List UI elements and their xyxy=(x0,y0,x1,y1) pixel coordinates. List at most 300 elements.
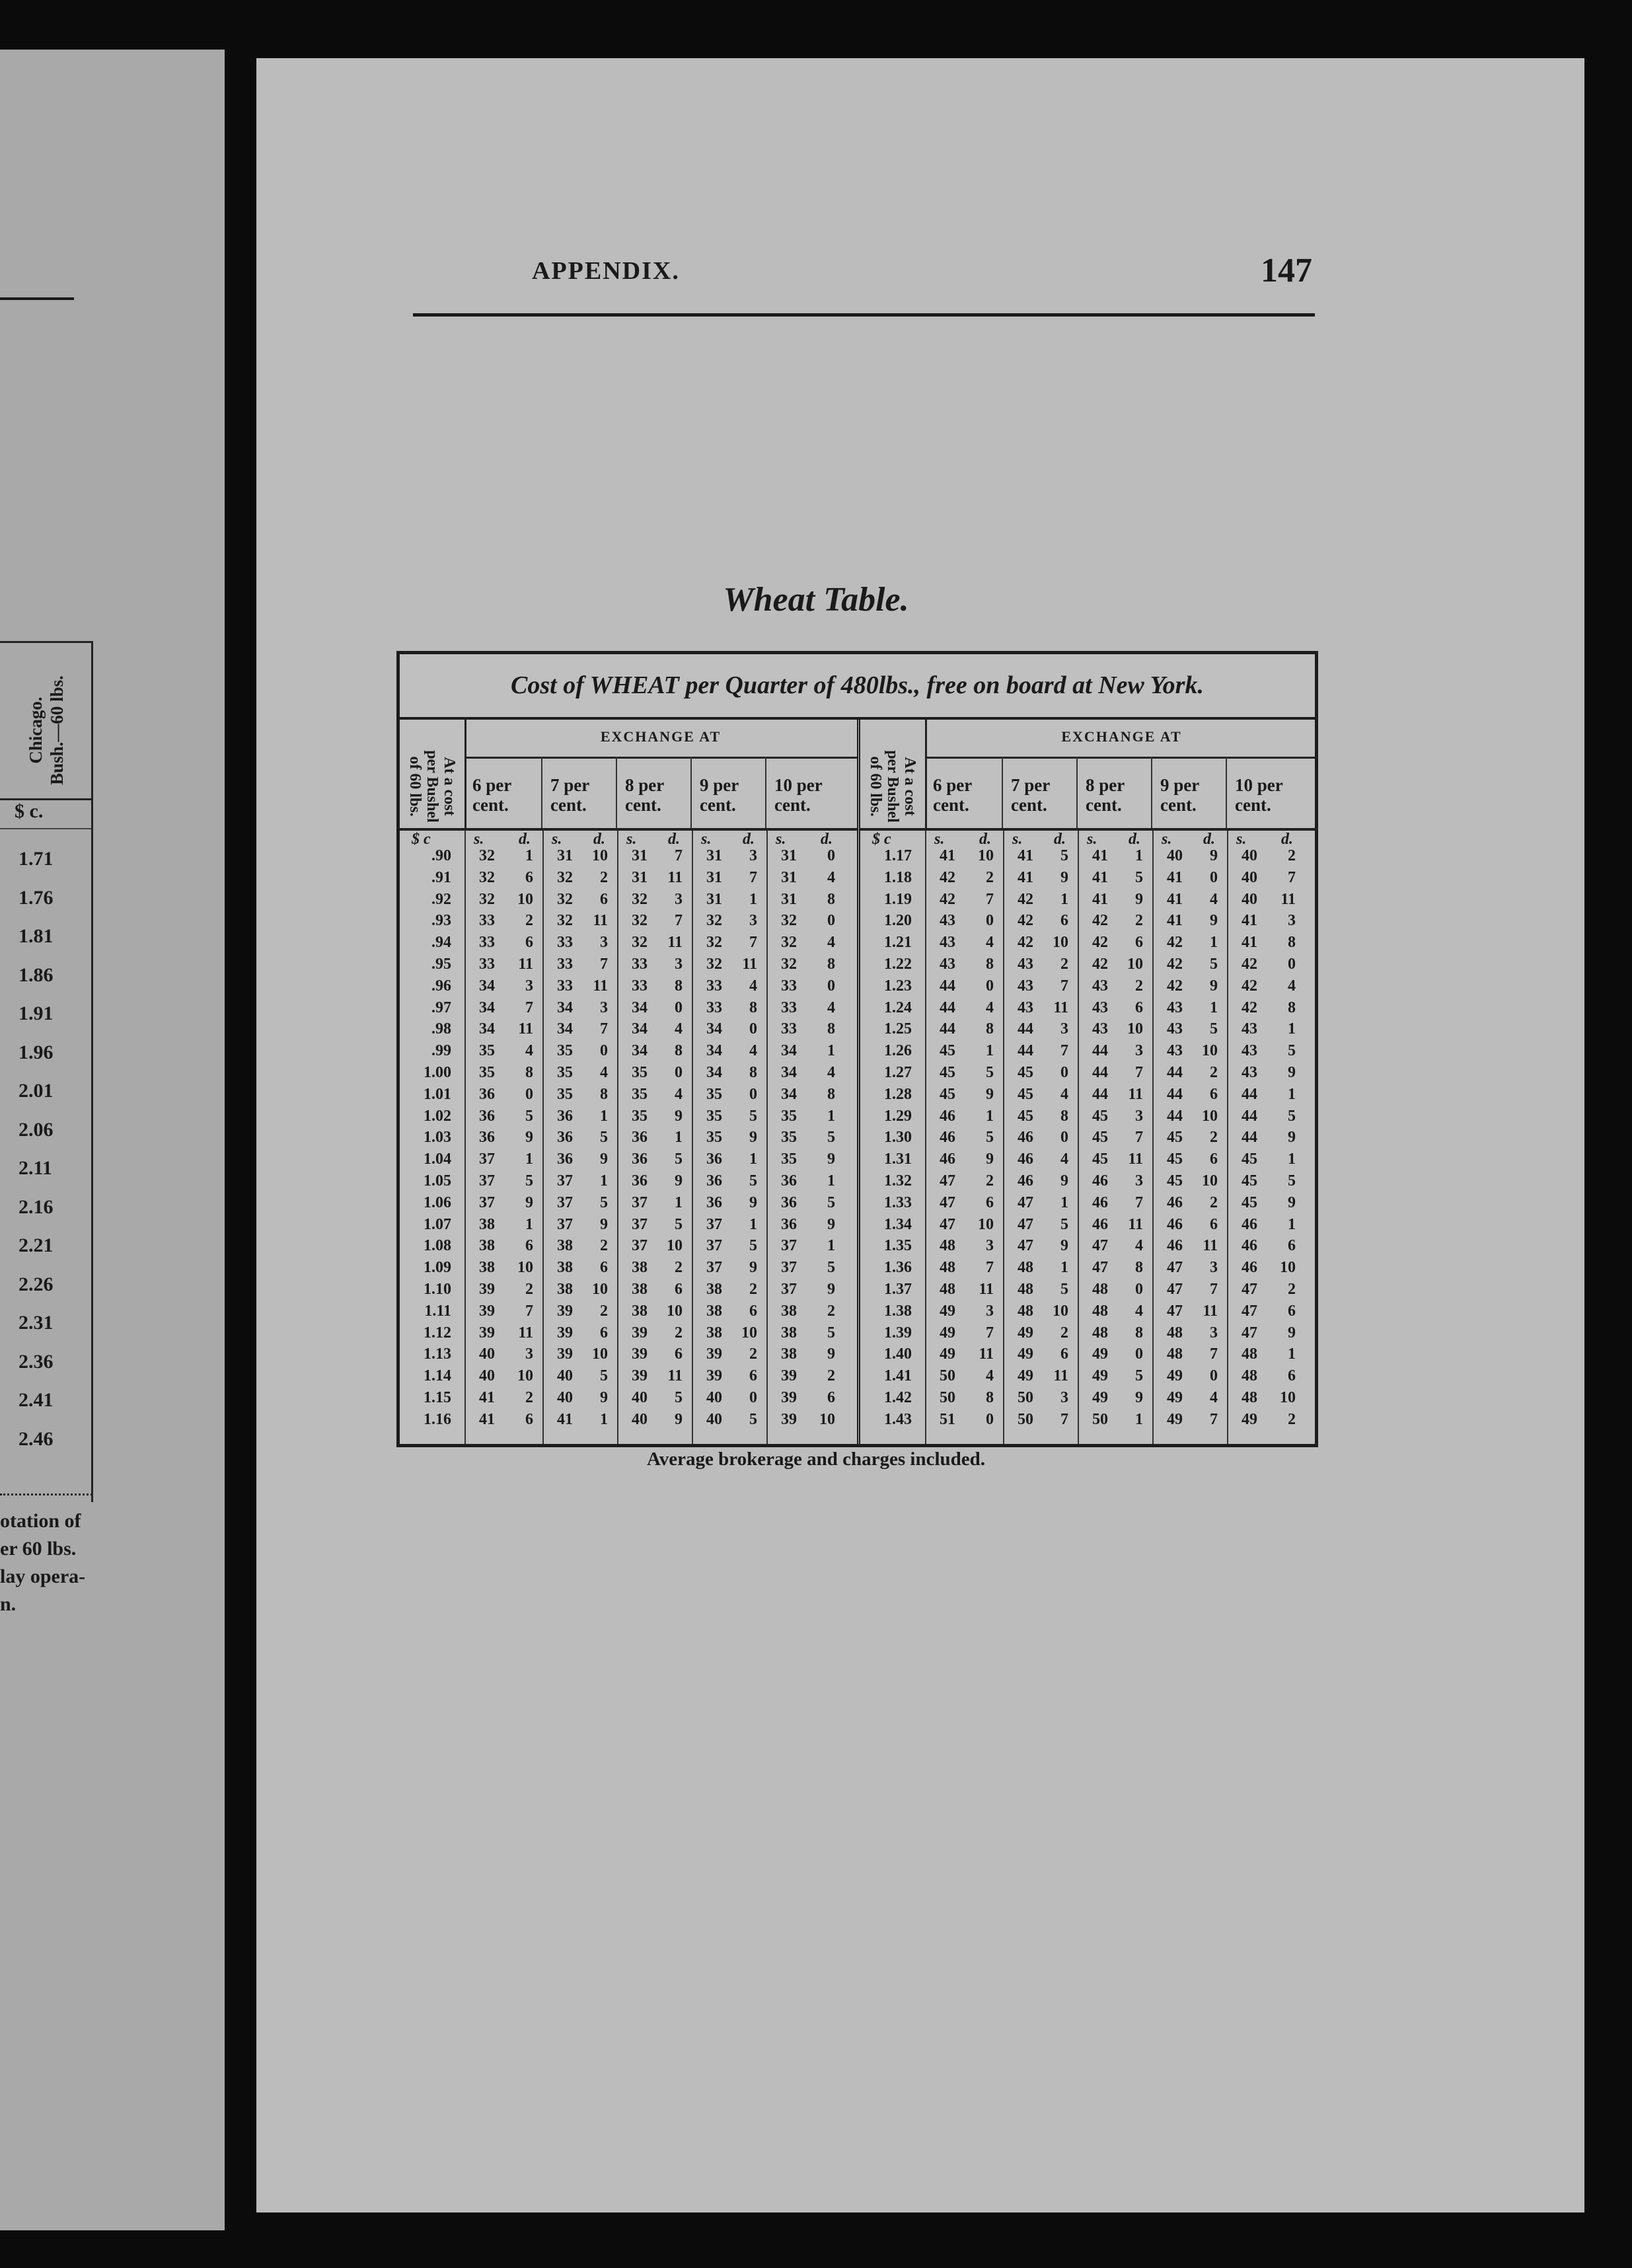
pence-value: 10 xyxy=(819,1410,835,1428)
exchange-header: EXCHANGE AT xyxy=(464,717,857,759)
cost-value: .93 xyxy=(431,912,451,930)
pence-value: 2 xyxy=(749,1345,757,1363)
shillings-value: 40 xyxy=(706,1389,722,1406)
pence-value: 7 xyxy=(1288,868,1296,886)
shillings-value: 41 xyxy=(1018,847,1033,864)
shillings-value: 36 xyxy=(557,1151,573,1168)
pence-unit: d. xyxy=(519,831,531,848)
pence-value: 7 xyxy=(1210,1345,1218,1363)
pence-value: 2 xyxy=(675,1259,683,1277)
shillings-value: 44 xyxy=(940,999,955,1016)
shillings-value: 49 xyxy=(1167,1367,1183,1385)
pence-value: 9 xyxy=(749,1193,757,1211)
shillings-value: 50 xyxy=(1018,1389,1033,1406)
pence-value: 0 xyxy=(1210,868,1218,886)
pence-value: 10 xyxy=(1202,1042,1218,1060)
shillings-value: 39 xyxy=(781,1410,797,1428)
rate-header-line: 8 per xyxy=(1086,775,1125,795)
shillings-value: 50 xyxy=(1092,1410,1108,1428)
pence-value: 1 xyxy=(1288,1151,1296,1168)
left-page-value: 1.91 xyxy=(19,1002,54,1024)
pence-value: 2 xyxy=(1288,1281,1296,1298)
shillings-value: 48 xyxy=(940,1281,955,1298)
table-row xyxy=(400,1215,857,1233)
shillings-value: 48 xyxy=(1018,1259,1033,1277)
shillings-value: 38 xyxy=(706,1281,722,1298)
cost-value: 1.04 xyxy=(424,1151,451,1168)
shillings-value: 33 xyxy=(706,977,722,995)
cost-value: 1.24 xyxy=(884,999,912,1016)
pence-value: 1 xyxy=(600,1172,608,1190)
left-page-value: 1.71 xyxy=(19,848,54,870)
pence-value: 7 xyxy=(1210,1281,1218,1298)
shillings-value: 44 xyxy=(1167,1107,1183,1125)
shillings-value: 43 xyxy=(1242,1042,1257,1060)
shillings-value: 33 xyxy=(706,999,722,1016)
shillings-unit: s. xyxy=(626,831,637,848)
left-page-value: 2.41 xyxy=(19,1389,54,1411)
pence-value: 0 xyxy=(749,1085,757,1103)
pence-value: 7 xyxy=(600,956,608,973)
cost-value: 1.42 xyxy=(884,1389,912,1406)
pence-value: 2 xyxy=(1060,956,1068,973)
shillings-value: 39 xyxy=(781,1389,797,1406)
shillings-value: 32 xyxy=(479,847,495,864)
pence-value: 4 xyxy=(675,1085,683,1103)
shillings-value: 39 xyxy=(479,1281,495,1298)
pence-value: 10 xyxy=(667,1302,683,1320)
shillings-value: 33 xyxy=(479,934,495,952)
table-row xyxy=(860,914,1318,928)
cost-value: 1.17 xyxy=(884,847,912,864)
pence-value: 9 xyxy=(827,1215,835,1233)
pence-value: 9 xyxy=(1060,1237,1068,1255)
pence-value: 6 xyxy=(525,1237,533,1255)
shillings-value: 32 xyxy=(557,868,573,886)
shillings-value: 42 xyxy=(1018,912,1033,930)
pence-value: 9 xyxy=(675,1172,683,1190)
pence-value: 10 xyxy=(1280,1259,1296,1277)
pence-value: 2 xyxy=(525,1389,533,1406)
shillings-value: 40 xyxy=(1167,847,1183,864)
pence-value: 11 xyxy=(979,1281,994,1298)
pence-value: 5 xyxy=(1060,1215,1068,1233)
pence-value: 11 xyxy=(593,977,608,995)
shillings-value: 47 xyxy=(940,1193,955,1211)
shillings-value: 46 xyxy=(1092,1215,1108,1233)
table-row xyxy=(400,890,857,908)
shillings-value: 45 xyxy=(940,1064,955,1081)
cost-value: 1.13 xyxy=(424,1345,451,1363)
table-row xyxy=(400,1066,857,1080)
shillings-value: 45 xyxy=(1092,1129,1108,1147)
pence-value: 1 xyxy=(1210,999,1218,1016)
shillings-value: 48 xyxy=(940,1259,955,1277)
shillings-value: 35 xyxy=(557,1064,573,1081)
pence-value: 11 xyxy=(518,1020,533,1038)
pence-unit: d. xyxy=(668,831,680,848)
shillings-value: 37 xyxy=(632,1237,648,1255)
shillings-unit: s. xyxy=(701,831,712,848)
pence-value: 6 xyxy=(600,890,608,908)
pence-value: 5 xyxy=(1288,1107,1296,1125)
rate-header-line: cent. xyxy=(472,795,509,815)
left-page-value: 2.46 xyxy=(19,1427,54,1450)
shillings-value: 43 xyxy=(1167,1020,1183,1038)
shillings-value: 45 xyxy=(1242,1151,1257,1168)
shillings-value: 36 xyxy=(632,1129,648,1147)
pence-value: 6 xyxy=(1210,1085,1218,1103)
pence-value: 8 xyxy=(1135,1324,1143,1342)
pence-value: 5 xyxy=(675,1151,683,1168)
pence-value: 11 xyxy=(742,956,757,973)
shillings-value: 47 xyxy=(940,1215,955,1233)
pence-value: 5 xyxy=(525,1172,533,1190)
table-row xyxy=(860,868,1318,886)
table-row xyxy=(860,979,1318,993)
shillings-value: 45 xyxy=(1018,1107,1033,1125)
pence-value: 9 xyxy=(1288,1064,1296,1081)
shillings-value: 39 xyxy=(479,1324,495,1342)
pence-value: 1 xyxy=(749,890,757,908)
pence-value: 5 xyxy=(675,1389,683,1406)
pence-value: 2 xyxy=(827,1367,835,1385)
cost-header-line: At a cost xyxy=(901,757,918,816)
left-page-footer-line: er 60 lbs. xyxy=(0,1538,77,1560)
shillings-value: 48 xyxy=(940,1237,955,1255)
pence-value: 11 xyxy=(1203,1302,1218,1320)
shillings-value: 36 xyxy=(632,1151,648,1168)
shillings-value: 33 xyxy=(557,956,573,973)
pence-value: 3 xyxy=(749,847,757,864)
shillings-value: 33 xyxy=(781,1020,797,1038)
pence-value: 2 xyxy=(1210,1193,1218,1211)
shillings-value: 45 xyxy=(1167,1129,1183,1147)
shillings-value: 34 xyxy=(479,999,495,1016)
shillings-value: 42 xyxy=(1092,934,1108,952)
shillings-value: 38 xyxy=(781,1345,797,1363)
table-row xyxy=(400,1107,857,1125)
shillings-value: 32 xyxy=(706,912,722,930)
cost-value: 1.21 xyxy=(884,934,912,952)
table-row xyxy=(860,1153,1318,1166)
pence-value: 7 xyxy=(986,1259,994,1277)
shillings-value: 43 xyxy=(1092,977,1108,995)
cost-value: 1.03 xyxy=(424,1129,451,1147)
shillings-value: 48 xyxy=(1092,1302,1108,1320)
pence-value: 7 xyxy=(600,1020,608,1038)
cost-value: 1.25 xyxy=(884,1020,912,1038)
shillings-value: 38 xyxy=(479,1259,495,1277)
shillings-value: 47 xyxy=(1167,1302,1183,1320)
shillings-value: 38 xyxy=(557,1259,573,1277)
pence-value: 1 xyxy=(1210,934,1218,952)
shillings-value: 39 xyxy=(479,1302,495,1320)
shillings-value: 32 xyxy=(479,868,495,886)
pence-value: 8 xyxy=(675,977,683,995)
shillings-value: 35 xyxy=(632,1064,648,1081)
pence-value: 9 xyxy=(749,1259,757,1277)
cost-value: .98 xyxy=(431,1020,451,1038)
pence-value: 1 xyxy=(827,1107,835,1125)
shillings-value: 49 xyxy=(1018,1367,1033,1385)
pence-value: 4 xyxy=(1135,1302,1143,1320)
rate-header-line: cent. xyxy=(933,795,969,815)
table-row xyxy=(400,979,857,993)
shillings-value: 47 xyxy=(1242,1281,1257,1298)
pence-value: 2 xyxy=(1210,1129,1218,1147)
shillings-value: 47 xyxy=(1242,1302,1257,1320)
pence-value: 2 xyxy=(675,1324,683,1342)
pence-value: 2 xyxy=(525,912,533,930)
pence-value: 0 xyxy=(525,1085,533,1103)
cost-value: 1.11 xyxy=(424,1302,451,1320)
pence-value: 11 xyxy=(1053,1367,1068,1385)
rate-header xyxy=(1078,757,1152,828)
cost-value: 1.28 xyxy=(884,1085,912,1103)
rate-header xyxy=(1003,757,1078,828)
shillings-value: 39 xyxy=(557,1302,573,1320)
shillings-value: 35 xyxy=(632,1107,648,1125)
pence-value: 7 xyxy=(986,890,994,908)
pence-unit: d. xyxy=(979,831,991,848)
cost-value: .99 xyxy=(431,1042,451,1060)
pence-value: 0 xyxy=(749,1020,757,1038)
pence-value: 10 xyxy=(667,1237,683,1255)
left-page-column-header xyxy=(0,643,91,800)
pence-value: 4 xyxy=(675,1020,683,1038)
table-row xyxy=(400,1261,857,1275)
pence-value: 11 xyxy=(1128,1085,1143,1103)
pence-value: 0 xyxy=(675,1064,683,1081)
table-row xyxy=(860,1261,1318,1275)
table-row xyxy=(860,1085,1318,1103)
pence-value: 3 xyxy=(675,956,683,973)
cost-value: 1.40 xyxy=(884,1345,912,1363)
pence-value: 6 xyxy=(525,934,533,952)
shillings-value: 44 xyxy=(1167,1085,1183,1103)
pence-value: 7 xyxy=(1210,1410,1218,1428)
shillings-value: 44 xyxy=(1242,1107,1257,1125)
table-row xyxy=(400,1022,857,1036)
pence-value: 11 xyxy=(667,934,683,952)
pence-value: 9 xyxy=(827,1281,835,1298)
shillings-value: 42 xyxy=(940,868,955,886)
pence-value: 1 xyxy=(675,1129,683,1147)
table-row xyxy=(860,1326,1318,1340)
pence-value: 10 xyxy=(978,847,994,864)
shillings-value: 42 xyxy=(1018,890,1033,908)
shillings-value: 49 xyxy=(940,1345,955,1363)
cost-header-line: At a cost xyxy=(441,757,458,816)
left-page-value: 2.26 xyxy=(19,1273,54,1295)
pence-value: 10 xyxy=(1280,1389,1296,1406)
shillings-value: 44 xyxy=(1092,1085,1108,1103)
shillings-value: 40 xyxy=(632,1410,648,1428)
shillings-value: 45 xyxy=(940,1085,955,1103)
cost-value: 1.14 xyxy=(424,1367,451,1385)
pence-value: 9 xyxy=(1288,1129,1296,1147)
shillings-value: 31 xyxy=(781,890,797,908)
pence-value: 2 xyxy=(600,868,608,886)
pence-value: 7 xyxy=(1060,1410,1068,1428)
pence-value: 5 xyxy=(827,1193,835,1211)
pence-value: 0 xyxy=(1060,1064,1068,1081)
shillings-value: 42 xyxy=(940,890,955,908)
pence-value: 6 xyxy=(1288,1237,1296,1255)
shillings-value: 38 xyxy=(479,1215,495,1233)
pence-unit: d. xyxy=(743,831,755,848)
pence-value: 0 xyxy=(986,912,994,930)
pence-value: 1 xyxy=(827,1042,835,1060)
pence-value: 1 xyxy=(1288,1085,1296,1103)
shillings-value: 33 xyxy=(557,934,573,952)
pence-value: 8 xyxy=(986,956,994,973)
shillings-value: 39 xyxy=(706,1367,722,1385)
shillings-value: 40 xyxy=(1242,890,1257,908)
shillings-value: 42 xyxy=(1167,977,1183,995)
shillings-value: 51 xyxy=(940,1410,955,1428)
shillings-value: 34 xyxy=(706,1020,722,1038)
pence-value: 9 xyxy=(525,1193,533,1211)
shillings-value: 35 xyxy=(479,1042,495,1060)
shillings-value: 41 xyxy=(479,1410,495,1428)
shillings-value: 46 xyxy=(1242,1237,1257,1255)
pence-value: 1 xyxy=(1288,1345,1296,1363)
pence-value: 7 xyxy=(1135,1129,1143,1147)
pence-value: 2 xyxy=(1135,912,1143,930)
cost-per-bushel-header xyxy=(860,717,927,828)
shillings-value: 37 xyxy=(479,1193,495,1211)
shillings-value: 48 xyxy=(1092,1324,1108,1342)
shillings-value: 33 xyxy=(781,999,797,1016)
pence-value: 10 xyxy=(517,1367,533,1385)
pence-unit: d. xyxy=(1054,831,1066,848)
table-row xyxy=(400,1410,857,1428)
shillings-value: 46 xyxy=(1242,1215,1257,1233)
shillings-value: 47 xyxy=(1018,1193,1033,1211)
table-row xyxy=(860,1174,1318,1188)
cost-value: 1.08 xyxy=(424,1237,451,1255)
shillings-value: 40 xyxy=(557,1389,573,1406)
shillings-value: 49 xyxy=(1018,1345,1033,1363)
pence-value: 4 xyxy=(1210,890,1218,908)
shillings-value: 32 xyxy=(479,890,495,908)
pence-value: 3 xyxy=(1135,1172,1143,1190)
left-page-value: 1.76 xyxy=(19,886,54,909)
pence-value: 1 xyxy=(1288,1020,1296,1038)
shillings-value: 41 xyxy=(1167,890,1183,908)
rate-header xyxy=(1152,757,1227,828)
shillings-value: 37 xyxy=(781,1237,797,1255)
table-row xyxy=(400,1347,857,1361)
left-page-table xyxy=(0,641,93,1502)
pence-value: 2 xyxy=(525,1281,533,1298)
shillings-value: 39 xyxy=(557,1324,573,1342)
shillings-value: 34 xyxy=(557,999,573,1016)
pence-value: 5 xyxy=(986,1064,994,1081)
table-row xyxy=(400,914,857,928)
left-page-fragment xyxy=(0,50,225,2230)
shillings-value: 44 xyxy=(1018,1042,1033,1060)
pence-value: 4 xyxy=(1135,1237,1143,1255)
pence-value: 6 xyxy=(827,1389,835,1406)
pence-value: 5 xyxy=(827,1129,835,1147)
table-row xyxy=(860,958,1318,971)
shillings-value: 42 xyxy=(1167,956,1183,973)
shillings-value: 38 xyxy=(632,1281,648,1298)
shillings-value: 34 xyxy=(706,1042,722,1060)
pence-value: 11 xyxy=(1280,890,1296,908)
pence-value: 8 xyxy=(525,1064,533,1081)
pence-value: 8 xyxy=(1135,1259,1143,1277)
shillings-value: 34 xyxy=(781,1042,797,1060)
pence-value: 5 xyxy=(749,1410,757,1428)
pence-value: 5 xyxy=(1060,847,1068,864)
left-page-unit: $ c. xyxy=(15,800,44,822)
shillings-value: 45 xyxy=(1092,1107,1108,1125)
pence-value: 1 xyxy=(525,847,533,864)
cost-value: .94 xyxy=(431,934,451,952)
pence-value: 0 xyxy=(1288,956,1296,973)
pence-unit: d. xyxy=(821,831,833,848)
cost-value: 1.41 xyxy=(884,1367,912,1385)
pence-value: 11 xyxy=(667,1367,683,1385)
pence-unit: d. xyxy=(1129,831,1140,848)
pence-value: 3 xyxy=(1288,912,1296,930)
table-row xyxy=(860,1347,1318,1361)
table-row xyxy=(860,1193,1318,1211)
table-row xyxy=(400,1153,857,1166)
pence-value: 10 xyxy=(592,847,608,864)
table-row xyxy=(400,958,857,971)
cost-value: 1.37 xyxy=(884,1281,912,1298)
shillings-value: 31 xyxy=(781,868,797,886)
shillings-value: 38 xyxy=(632,1259,648,1277)
cost-value: .96 xyxy=(431,977,451,995)
table-row xyxy=(400,1174,857,1188)
pence-value: 11 xyxy=(518,956,533,973)
table-row xyxy=(400,868,857,886)
shillings-value: 47 xyxy=(1018,1237,1033,1255)
cost-value: 1.43 xyxy=(884,1410,912,1428)
shillings-value: 37 xyxy=(781,1281,797,1298)
pence-value: 8 xyxy=(986,1020,994,1038)
shillings-value: 37 xyxy=(557,1215,573,1233)
pence-value: 3 xyxy=(986,1302,994,1320)
pence-value: 6 xyxy=(749,1302,757,1320)
pence-value: 1 xyxy=(827,1172,835,1190)
cost-value: 1.38 xyxy=(884,1302,912,1320)
shillings-value: 35 xyxy=(706,1107,722,1125)
shillings-value: 41 xyxy=(557,1410,573,1428)
pence-value: 5 xyxy=(675,1215,683,1233)
shillings-value: 38 xyxy=(781,1302,797,1320)
pence-value: 0 xyxy=(1135,1345,1143,1363)
left-page-value: 1.96 xyxy=(19,1041,54,1063)
table-row xyxy=(400,1044,857,1058)
shillings-value: 35 xyxy=(706,1085,722,1103)
shillings-value: 33 xyxy=(479,956,495,973)
shillings-value: 41 xyxy=(479,1389,495,1406)
shillings-value: 41 xyxy=(1167,868,1183,886)
shillings-value: 38 xyxy=(706,1302,722,1320)
left-page-value: 1.81 xyxy=(19,925,54,947)
pence-value: 6 xyxy=(675,1281,683,1298)
shillings-value: 32 xyxy=(781,912,797,930)
shillings-value: 46 xyxy=(1167,1237,1183,1255)
rate-header-line: cent. xyxy=(774,795,811,815)
